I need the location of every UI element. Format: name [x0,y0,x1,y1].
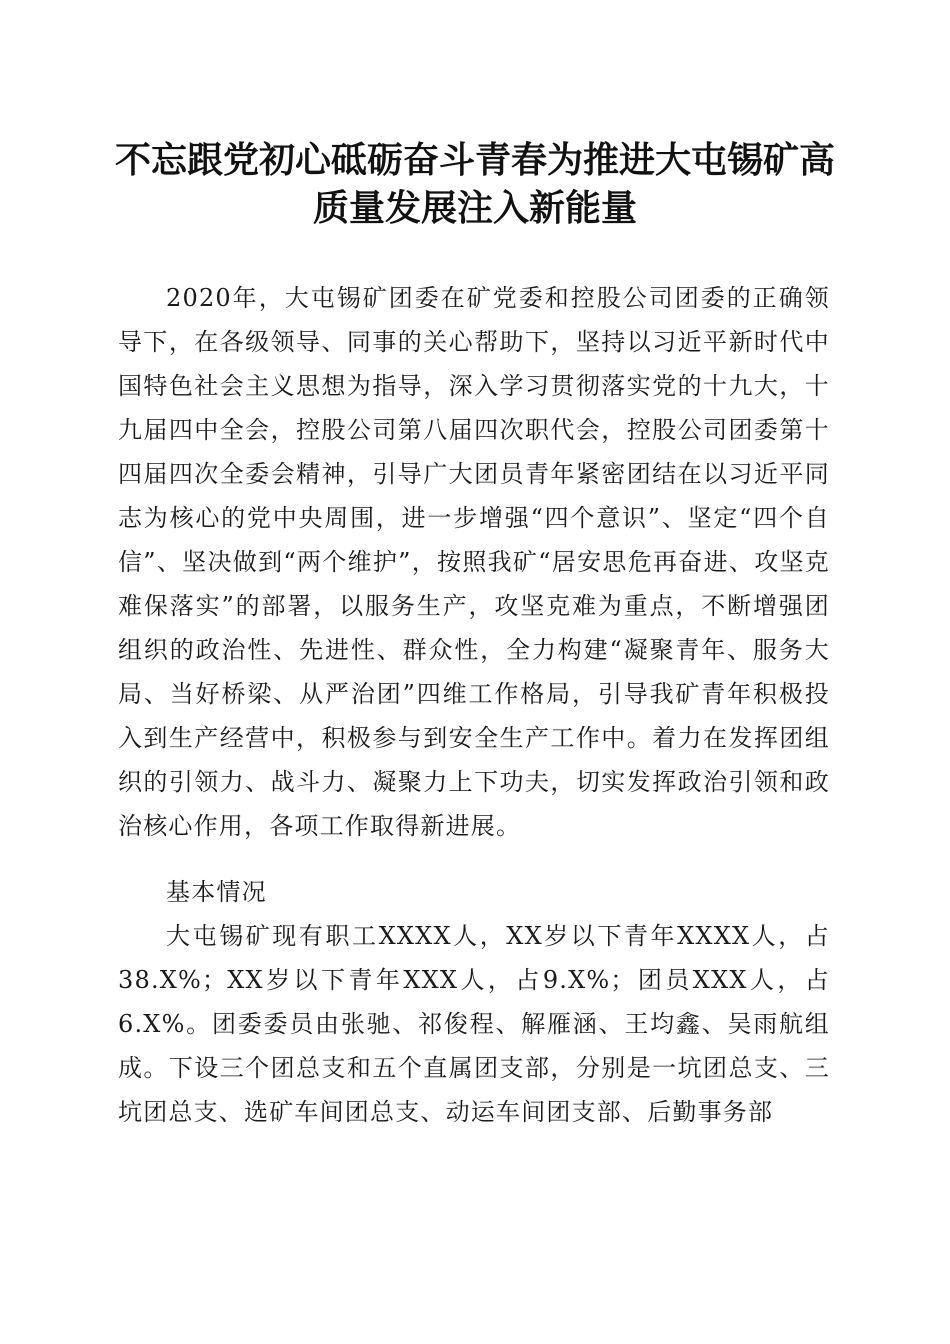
document-title-line-1: 不忘跟党初心砥砺奋斗青春为推进大屯锡矿高 [114,139,835,181]
document-body [118,276,830,1316]
section-heading: 基本情况 [166,878,267,906]
basic-info-paragraph: 大屯锡矿现有职工XXXX人，XX岁以下青年XXXX人，占38.X%；XX岁以下青年XXX人，占9.X%；团员XXX人，占6.X%。团委委员由张驰、祁俊程、解雁涵、王均鑫、吴雨航组成。下设三个团总支和五个直属团支部，分别是一坑团总支、三坑团总支、选矿车间团总支、动运车间团支部、后勤事务部 [118,922,830,1126]
document-title-line-2: 质量发展注入新能量 [312,187,637,229]
intro-paragraph: 2020年，大屯锡矿团委在矿党委和控股公司团委的正确领导下，在各级领导、同事的关心帮助下，坚持以习近平新时代中国特色社会主义思想为指导，深入学习贯彻落实党的十九大，十九届四中全会，控股公司第八届四次职代会，控股公司团委第十四届四次全委会精神，引导广大团员青年紧密团结在以习近平同志为核心的党中央周围，进一步增强“四个意识”、坚定“四个自信”、坚决做到“两个维护”，按照我矿“居安思危再奋进、攻坚克难保落实”的部署，以服务生产，攻坚克难为重点，不断增强团组织的政治性、先进性、群众性，全力构建“凝聚青年、服务大局、当好桥梁、从严治团”四维工作格局，引导我矿青年积极投入到生产经营中，积极参与到安全生产工作中。着力在发挥团组织的引领力、战斗力、凝聚力上下功夫，切实发挥政治引领和政治核心作用，各项工作取得新进展。 [118,284,830,840]
